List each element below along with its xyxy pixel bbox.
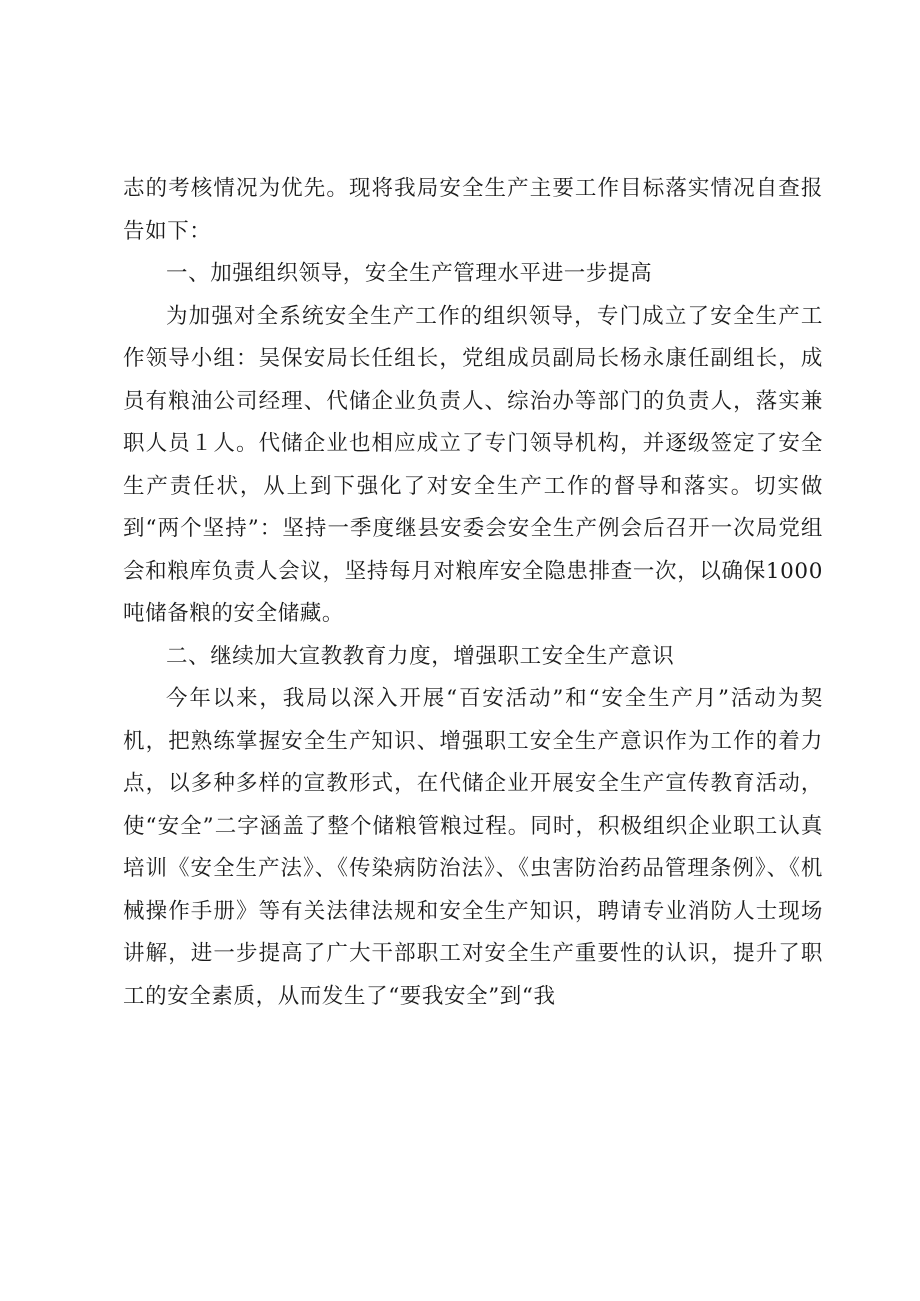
paragraph-section-2: 今年以来，我局以深入开展“百安活动”和“安全生产月”活动为契机，把熟练掌握安全生产知识、增强职工安全生产意识作为工作的着力点，以多种多样的宣教形式，在代储企业开展安全生产宣传教育活动，使“安全”二字涵盖了整个储粮管粮过程。同时，积极组织企业职工认真培训《安全生产法》、《传染病防治法》、《虫害防治药品管理条例》、《机械操作手册》等有关法律法规和安全生产知识，聘请专业消防人士现场讲解，进一步提高了广大干部职工对安全生产重要性的认识，提升了职工的安全素质，从而发生了“要我安全”到“我 (123, 686, 823, 1009)
paragraph-intro-continuation: 志的考核情况为优先。现将我局安全生产主要工作目标落实情况自查报告如下： (123, 176, 823, 244)
paragraph-section-1: 为加强对全系统安全生产工作的组织领导，专门成立了安全生产工作领导小组：吴保安局长任组长，党组成员副局长杨永康任副组长，成员有粮油公司经理、代储企业负责人、综治办等部门的负责人，落实兼职人员１人。代储企业也相应成立了专门领导机构，并逐级签定了安全生产责任状，从上到下强化了对安全生产工作的督导和落实。切实做到“两个坚持”：坚持一季度继县安委会安全生产例会后召开一次局党组会和粮库负责人会议，坚持每月对粮库安全隐患排查一次，以确保1000吨储备粮的安全储藏。 (123, 303, 823, 626)
section-heading-1: 一、加强组织领导，安全生产管理水平进一步提高 (166, 261, 653, 286)
section-heading-2: 二、继续加大宣教教育力度，增强职工安全生产意识 (166, 643, 675, 669)
document-body (123, 168, 823, 1018)
